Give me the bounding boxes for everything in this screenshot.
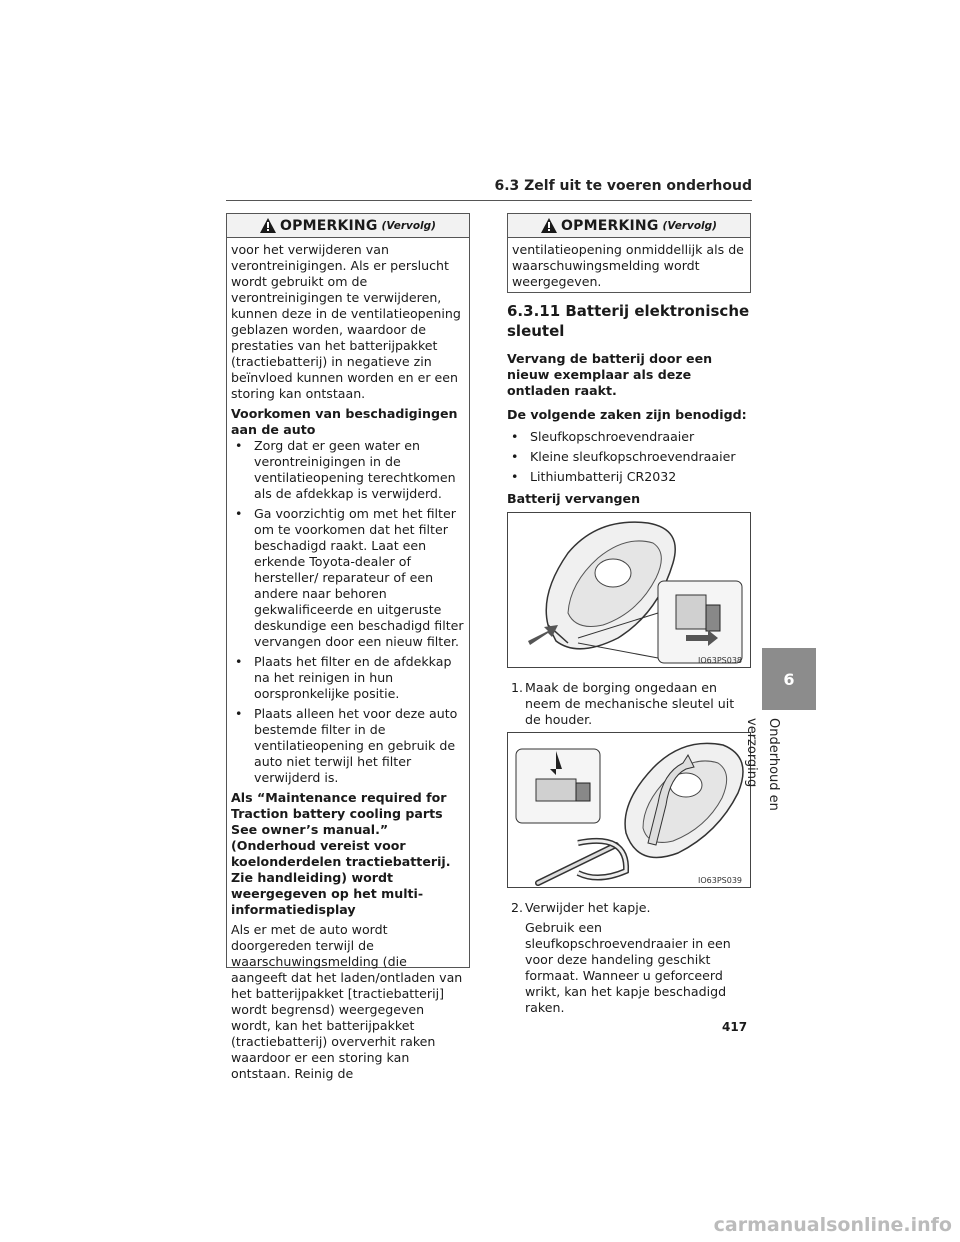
step-text bbox=[507, 680, 751, 728]
notice-continued: (Vervolg) bbox=[662, 219, 717, 232]
figure-code: IO63PS038 bbox=[697, 656, 742, 665]
needs-heading: De volgende zaken zijn benodigd: bbox=[507, 407, 747, 422]
notice-paragraph: Als er met de auto wordt doorgereden terwijl de waarschuwingsmelding (die aangeeft dat het laden/ontladen van het batterijpakket [tractiebatterij] wordt begrensd) weergegeven wordt, kan het batterijpakket (tractiebatterij) oververhit raken waardoor er een storing kan ontstaan. Reinig de bbox=[231, 922, 463, 1081]
section-title: 6.3.11 Batterij elektronische sleutel bbox=[507, 302, 750, 340]
step-text bbox=[507, 900, 751, 916]
key-illustration bbox=[508, 513, 750, 667]
step-detail: Gebruik een sleufkopschroevendraaier in een voor deze handeling geschikt formaat. Wanneer u geforceerd wrikt, kan het kapje beschadigd raken. bbox=[525, 920, 731, 1015]
list-item-text: Plaats het filter en de afdekkap na het reinigen in hun oorspronkelijke positie. bbox=[254, 654, 452, 701]
step-description: Verwijder het kapje. bbox=[525, 900, 651, 915]
notice-box-header bbox=[508, 214, 750, 238]
chapter-tab-label: Onderhoud en verzorging bbox=[744, 718, 781, 811]
step-number: 1. bbox=[511, 680, 524, 695]
step-number: 2. bbox=[511, 900, 524, 915]
step-1 bbox=[507, 680, 751, 728]
notice-subheading: Voorkomen van beschadigingen aan de auto bbox=[231, 406, 458, 437]
left-column bbox=[226, 213, 470, 1081]
list-item-text: Plaats alleen het voor deze auto bestemde filter in de ventilatieopening en gebruik de auto niet terwijl het filter verwijderd is. bbox=[254, 706, 458, 785]
watermark: carmanualsonline.info bbox=[713, 1214, 952, 1236]
section-content bbox=[507, 301, 751, 507]
page-header bbox=[226, 178, 752, 201]
notice-paragraph: voor het verwijderen van verontreinigingen. Als er perslucht wordt gebruikt om de verontreinigingen te verwijderen, kunnen deze in de ventilatieopening geblazen worden, waardoor de prestaties van het batterijpakket (tractiebatterij) in negatieve zin beïnvloed kunnen worden en er een storing kan ontstaan. bbox=[231, 242, 461, 401]
list-item: • Plaats het filter en de afdekkap na het reinigen in hun oorspronkelijke positie. bbox=[235, 654, 452, 701]
notice-title: OPMERKING bbox=[561, 217, 659, 234]
page-number: 417 bbox=[722, 1020, 748, 1034]
intro-text: Vervang de batterij door een nieuw exemplaar als deze ontladen raakt. bbox=[507, 351, 713, 398]
notice-paragraph: ventilatieopening onmiddellijk als de waarschuwingsmelding wordt weergegeven. bbox=[512, 242, 744, 289]
list-item-text: Zorg dat er geen water en verontreinigingen in de ventilatieopening terechtkomen als de afdekkap is verwijderd. bbox=[254, 438, 456, 501]
chapter-number: 6 bbox=[783, 669, 795, 689]
notice-box-right bbox=[507, 213, 751, 293]
notice-continued: (Vervolg) bbox=[381, 219, 436, 232]
notice-body bbox=[227, 238, 469, 1092]
section-header-title: 6.3 Zelf uit te voeren onderhoud bbox=[494, 178, 752, 194]
key-figure-1 bbox=[507, 512, 751, 668]
notice-box-left bbox=[226, 213, 470, 1081]
key-illustration bbox=[508, 733, 750, 887]
notice-box-header bbox=[227, 214, 469, 238]
notice-subheading: Als “Maintenance required for Traction battery cooling parts See owner’s manual.” (Onderhoud vereist voor koelonderdelen tractiebatterij. Zie handleiding) wordt weergegeven op het multi-informatiedisplay bbox=[231, 790, 451, 917]
list-item-text: Sleufkopschroevendraaier bbox=[530, 429, 695, 444]
list-item-text: Ga voorzichtig om met het filter om te voorkomen dat het filter beschadigd raakt. Laat een erkende Toyota-dealer of hersteller/ reparateur of een andere naar behoren gekwalificeerde en uitgeruste deskundige een beschadigd filter vervangen door een nieuw filter. bbox=[254, 506, 464, 649]
list-item: • Sleufkopschroevendraaier bbox=[511, 429, 695, 444]
warning-icon bbox=[541, 218, 557, 233]
replace-heading: Batterij vervangen bbox=[507, 491, 641, 506]
notice-title: OPMERKING bbox=[280, 217, 378, 234]
step-description: Maak de borging ongedaan en neem de mechanische sleutel uit de houder. bbox=[525, 680, 735, 727]
list-item: • Zorg dat er geen water en verontreinigingen in de ventilatieopening terechtkomen als de afdekkap is verwijderd. bbox=[235, 438, 456, 501]
list-item-text: Lithiumbatterij CR2032 bbox=[530, 469, 677, 484]
chapter-tab bbox=[762, 648, 816, 710]
step-2 bbox=[507, 900, 751, 1020]
key-figure-2 bbox=[507, 732, 751, 888]
right-column bbox=[507, 213, 751, 507]
list-item: • Lithiumbatterij CR2032 bbox=[511, 469, 677, 484]
list-item-text: Kleine sleufkopschroevendraaier bbox=[530, 449, 736, 464]
figure-code: IO63PS039 bbox=[697, 876, 742, 885]
warning-icon bbox=[260, 218, 276, 233]
list-item: • Ga voorzichtig om met het filter om te voorkomen dat het filter beschadigd raakt. Laat een erkende Toyota-dealer of hersteller/ reparateur of een andere naar behoren gekwalificeerde en uitgeruste deskundige een beschadigd filter vervangen door een nieuw filter. bbox=[235, 506, 464, 649]
list-item: • Kleine sleufkopschroevendraaier bbox=[511, 449, 736, 464]
notice-body bbox=[508, 238, 750, 300]
list-item: • Plaats alleen het voor deze auto bestemde filter in de ventilatieopening en gebruik de auto niet terwijl het filter verwijderd is. bbox=[235, 706, 458, 785]
